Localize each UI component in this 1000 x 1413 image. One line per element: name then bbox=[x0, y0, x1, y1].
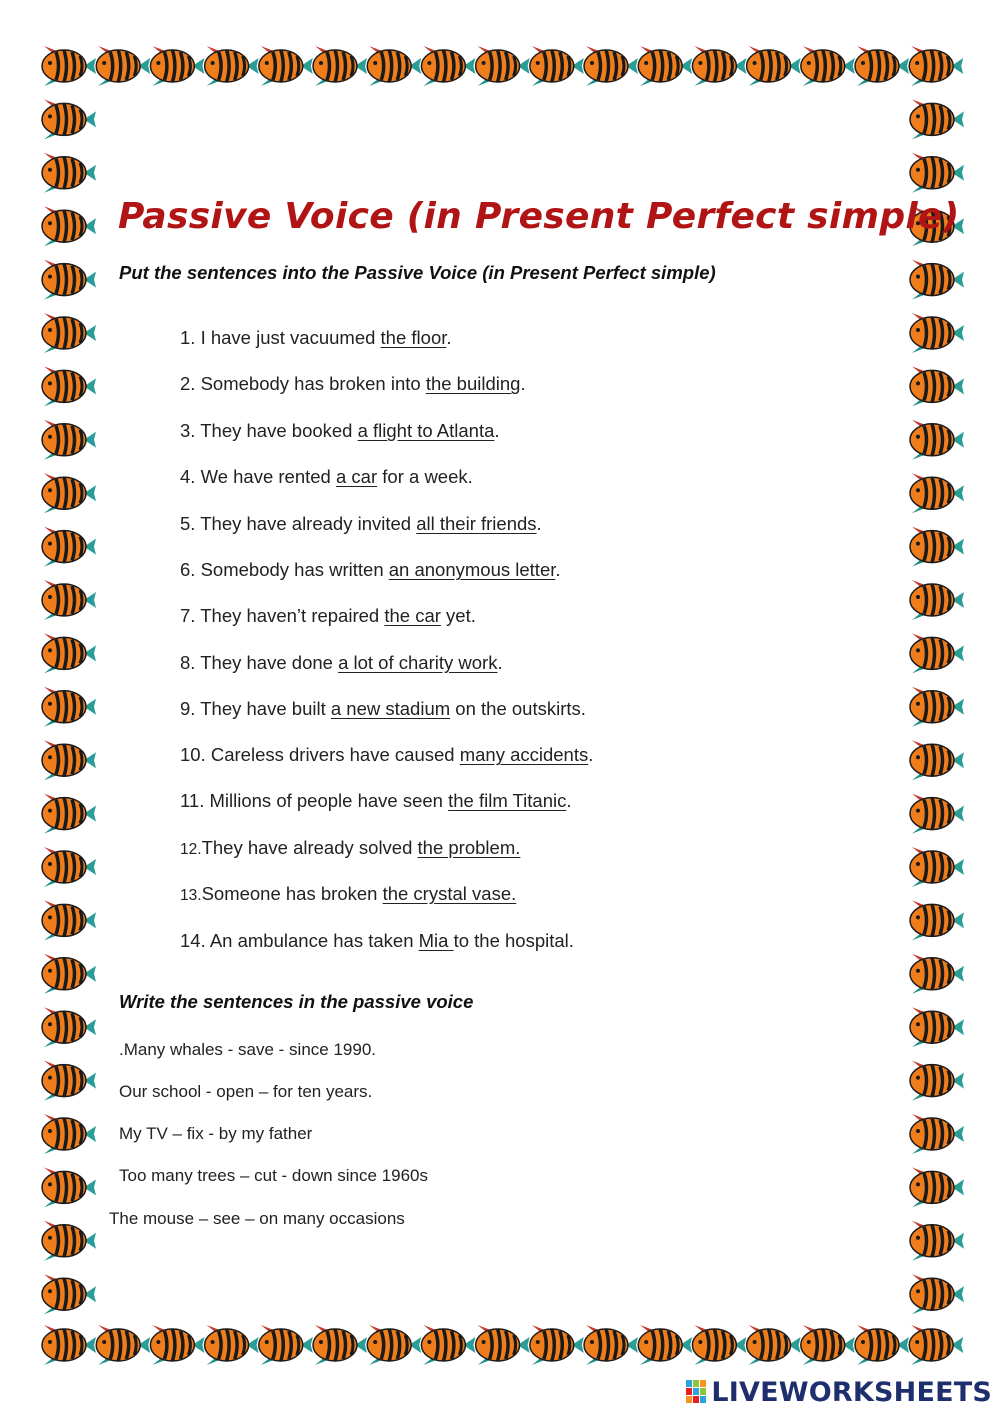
fish-icon bbox=[910, 847, 964, 887]
sentence-text-end: to the hospital. bbox=[453, 930, 574, 951]
sentence-object-underlined: a lot of charity work bbox=[338, 652, 498, 673]
sentence-text-end: for a week. bbox=[377, 466, 473, 487]
fish-icon bbox=[42, 1167, 96, 1207]
fish-icon bbox=[259, 1325, 313, 1365]
fish-icon bbox=[910, 580, 964, 620]
sentence-number: 13. bbox=[180, 887, 202, 904]
sentence-object-underlined: all their friends bbox=[416, 513, 537, 534]
fish-icon bbox=[910, 1114, 964, 1154]
fish-icon bbox=[910, 527, 964, 567]
fish-icon bbox=[42, 847, 96, 887]
fish-icon bbox=[42, 954, 96, 994]
fish-icon bbox=[747, 1325, 801, 1365]
sentence-object-underlined: the building bbox=[425, 373, 521, 394]
write-item: .Many whales - save - since 1990. bbox=[119, 1040, 377, 1059]
sentence-text-end: . bbox=[446, 327, 452, 348]
sentence-number: 3. bbox=[180, 420, 196, 441]
sentence-text: They have done bbox=[200, 652, 339, 673]
sentence-object-underlined: the floor bbox=[380, 327, 447, 348]
instruction-1: Put the sentences into the Passive Voice (in Present Perfect simple) bbox=[119, 262, 716, 283]
sentence-object-underlined: Mia bbox=[418, 930, 454, 951]
write-item: Our school - open – for ten years. bbox=[119, 1082, 373, 1101]
fish-icon bbox=[747, 46, 801, 86]
fish-icon bbox=[42, 794, 96, 834]
sentence-text: Millions of people have seen bbox=[209, 790, 449, 811]
sentence-number: 12. bbox=[180, 841, 202, 858]
fish-icon bbox=[910, 473, 964, 513]
fish-icon bbox=[421, 46, 475, 86]
fish-icon bbox=[910, 740, 964, 780]
fish-icon bbox=[42, 1325, 96, 1365]
fish-icon bbox=[313, 1325, 367, 1365]
sentence-number: 5. bbox=[180, 513, 196, 534]
sentence-text: We have rented bbox=[200, 466, 336, 487]
sentence-number: 8. bbox=[180, 652, 196, 673]
fish-icon bbox=[42, 206, 96, 246]
fish-icon bbox=[910, 687, 964, 727]
sentence-object-underlined: a car bbox=[336, 466, 378, 487]
fish-icon bbox=[42, 580, 96, 620]
fish-icon bbox=[910, 366, 964, 406]
fish-icon bbox=[42, 633, 96, 673]
sentence-item bbox=[180, 883, 516, 905]
sentence-item bbox=[180, 327, 452, 349]
fish-icon bbox=[638, 1325, 692, 1365]
fish-icon bbox=[530, 46, 584, 86]
sentence-object-underlined: many accidents bbox=[459, 744, 589, 765]
sentence-number: 4. bbox=[180, 466, 196, 487]
instruction-2: Write the sentences in the passive voice bbox=[119, 991, 474, 1012]
fish-icon bbox=[367, 1325, 421, 1365]
sentence-text: Somebody has written bbox=[200, 559, 389, 580]
fish-icon bbox=[42, 153, 96, 193]
fish-icon bbox=[205, 46, 259, 86]
sentence-text-end: . bbox=[520, 373, 526, 394]
sentence-text: I have just vacuumed bbox=[200, 327, 381, 348]
sentence-item bbox=[180, 373, 526, 395]
sentence-text: They haven’t repaired bbox=[200, 605, 385, 626]
fish-icon bbox=[584, 46, 638, 86]
fish-icon bbox=[421, 1325, 475, 1365]
fish-icon bbox=[909, 46, 963, 86]
fish-icon bbox=[909, 1325, 963, 1365]
sentence-object-underlined: a new stadium bbox=[330, 698, 451, 719]
sentence-item bbox=[180, 466, 473, 488]
fish-icon bbox=[96, 46, 150, 86]
fish-icon bbox=[259, 46, 313, 86]
fish-icon bbox=[42, 313, 96, 353]
sentence-text: They have booked bbox=[200, 420, 358, 441]
fish-icon bbox=[910, 1007, 964, 1047]
fish-icon bbox=[42, 687, 96, 727]
fish-icon bbox=[910, 1167, 964, 1207]
liveworksheets-logo bbox=[685, 1375, 992, 1409]
sentence-text-end: . bbox=[494, 420, 500, 441]
sentence-text-end: . bbox=[566, 790, 572, 811]
fish-icon bbox=[910, 420, 964, 460]
write-item: The mouse – see – on many occasions bbox=[109, 1209, 405, 1228]
fish-icon bbox=[584, 1325, 638, 1365]
fish-icon bbox=[910, 153, 964, 193]
sentence-text-end: . bbox=[555, 559, 561, 580]
fish-icon bbox=[150, 46, 204, 86]
fish-icon bbox=[910, 954, 964, 994]
fish-icon bbox=[42, 366, 96, 406]
fish-icon bbox=[910, 260, 964, 300]
fish-icon bbox=[476, 1325, 530, 1365]
fish-icon bbox=[692, 1325, 746, 1365]
fish-icon bbox=[42, 260, 96, 300]
sentence-number: 6. bbox=[180, 559, 196, 580]
fish-icon bbox=[910, 633, 964, 673]
sentence-text-end: . bbox=[588, 744, 594, 765]
fish-icon bbox=[205, 1325, 259, 1365]
fish-icon bbox=[910, 794, 964, 834]
fish-icon bbox=[42, 473, 96, 513]
sentence-item bbox=[180, 559, 561, 581]
fish-icon bbox=[692, 46, 746, 86]
fish-icon bbox=[801, 1325, 855, 1365]
fish-icon bbox=[42, 46, 96, 86]
sentence-item bbox=[180, 513, 542, 535]
fish-icon bbox=[638, 46, 692, 86]
sentence-item bbox=[180, 930, 574, 952]
sentence-number: 14. bbox=[180, 930, 206, 951]
fish-icon bbox=[910, 313, 964, 353]
fish-icon bbox=[42, 99, 96, 139]
sentence-number: 9. bbox=[180, 698, 196, 719]
sentence-object-underlined: the film Titanic bbox=[448, 790, 567, 811]
sentence-item bbox=[180, 605, 476, 627]
fish-icon bbox=[42, 740, 96, 780]
sentence-item bbox=[180, 837, 520, 859]
fish-icon bbox=[42, 1221, 96, 1261]
write-item: Too many trees – cut - down since 1960s bbox=[119, 1166, 428, 1185]
fish-icon bbox=[855, 1325, 909, 1365]
sentence-text-end: yet. bbox=[440, 605, 476, 626]
sentence-item bbox=[180, 744, 593, 766]
sentence-number: 7. bbox=[180, 605, 196, 626]
sentence-object-underlined: the crystal vase. bbox=[382, 883, 517, 904]
sentence-text-end: on the outskirts. bbox=[450, 698, 586, 719]
logo-text: LIVEWORKSHEETS bbox=[711, 1376, 992, 1408]
sentence-item bbox=[180, 652, 503, 674]
sentence-text: They have built bbox=[200, 698, 331, 719]
fish-icon bbox=[855, 46, 909, 86]
fish-icon bbox=[96, 1325, 150, 1365]
sentence-text: Someone has broken bbox=[201, 883, 383, 904]
sentence-item bbox=[180, 420, 500, 442]
fish-icon bbox=[42, 1061, 96, 1101]
fish-icon bbox=[42, 1274, 96, 1314]
sentence-number: 1. bbox=[180, 327, 196, 348]
sentence-text-end: . bbox=[536, 513, 542, 534]
sentence-text: Careless drivers have caused bbox=[210, 744, 460, 765]
sentence-number: 10. bbox=[180, 744, 206, 765]
fish-icon bbox=[910, 1061, 964, 1101]
sentence-object-underlined: an anonymous letter bbox=[388, 559, 556, 580]
fish-icon bbox=[367, 46, 421, 86]
sentence-text: They have already invited bbox=[200, 513, 417, 534]
sentence-object-underlined: the problem. bbox=[417, 837, 521, 858]
fish-icon bbox=[530, 1325, 584, 1365]
logo-icon bbox=[685, 1379, 707, 1405]
sentence-object-underlined: the car bbox=[384, 605, 441, 626]
fish-icon bbox=[42, 1007, 96, 1047]
sentence-number: 11. bbox=[180, 790, 205, 811]
fish-icon bbox=[910, 900, 964, 940]
sentence-item bbox=[180, 698, 586, 720]
fish-icon bbox=[910, 99, 964, 139]
worksheet-title: Passive Voice (in Present Perfect simple) bbox=[118, 196, 960, 237]
fish-icon bbox=[910, 1274, 964, 1314]
write-item: My TV – fix - by my father bbox=[119, 1124, 313, 1143]
fish-icon bbox=[313, 46, 367, 86]
sentence-number: 2. bbox=[180, 373, 196, 394]
fish-icon bbox=[42, 1114, 96, 1154]
sentence-item bbox=[180, 790, 572, 812]
sentence-text-end: . bbox=[497, 652, 503, 673]
sentence-text: An ambulance has taken bbox=[209, 930, 419, 951]
fish-icon bbox=[42, 420, 96, 460]
fish-icon bbox=[476, 46, 530, 86]
fish-icon bbox=[42, 527, 96, 567]
fish-icon bbox=[910, 1221, 964, 1261]
fish-icon bbox=[150, 1325, 204, 1365]
fish-icon bbox=[42, 900, 96, 940]
fish-icon bbox=[801, 46, 855, 86]
sentence-text: Somebody has broken into bbox=[200, 373, 426, 394]
sentence-text: They have already solved bbox=[201, 837, 418, 858]
sentence-object-underlined: a flight to Atlanta bbox=[357, 420, 495, 441]
